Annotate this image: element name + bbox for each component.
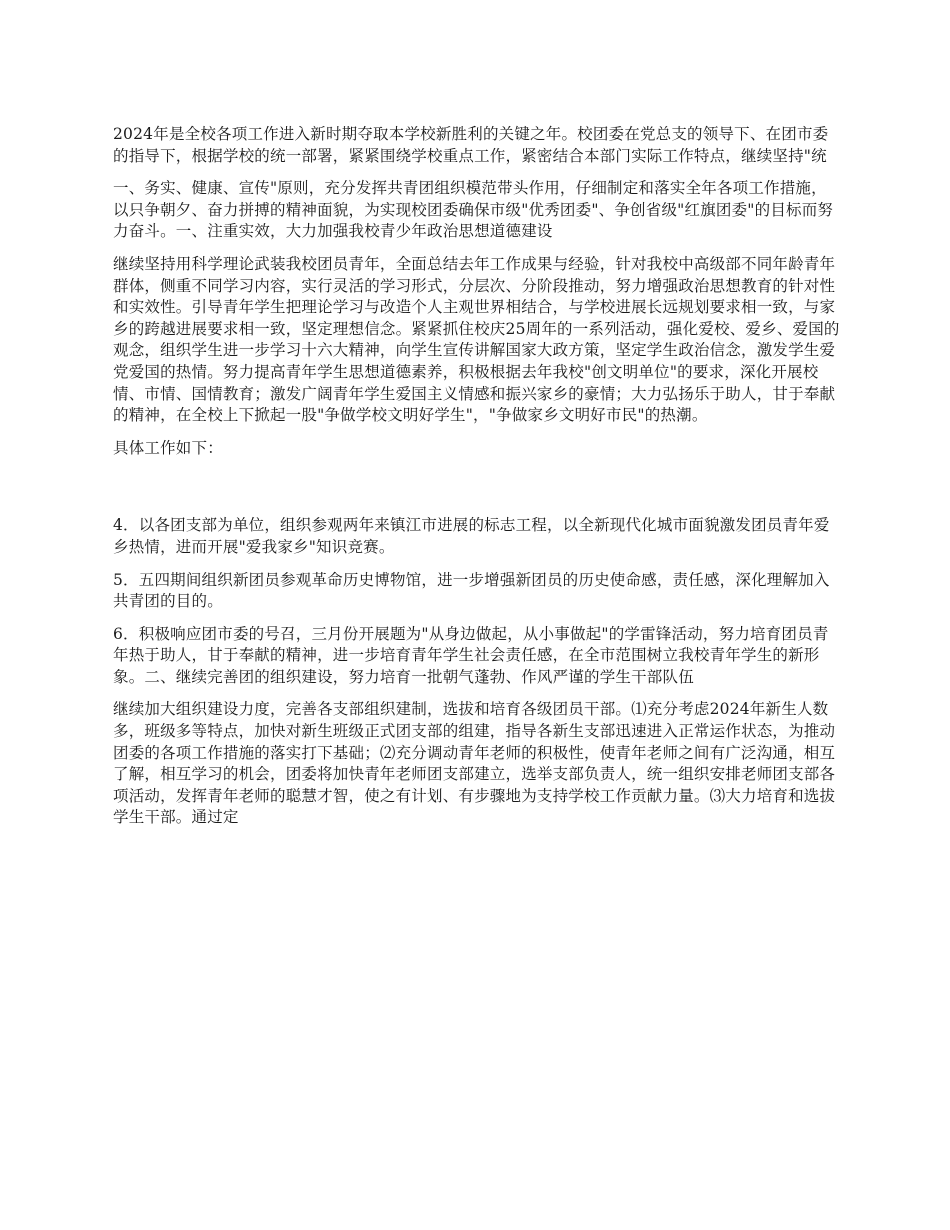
paragraph-specific-work-heading: 具体工作如下：	[113, 438, 223, 457]
paragraph-intro: 2024年是全校各项工作进入新时期夺取本学校新胜利的关键之年。校团委在党总支的领导下、在团市委的指导下，根据学校的统一部署，紧紧围绕学校重点工作，紧密结合本部门实际工作特点，继续坚持"统	[113, 125, 829, 165]
paragraph-organization-building: 继续加大组织建设力度，完善各支部组织建制，选拔和培育各级团员干部。⑴充分考虑2024年新生人数多，班级多等特点，加快对新生班级正式团支部的组建，指导各新生支部迅速进入正常运作状态，为推动团委的各项工作措施的落实打下基础；⑵充分调动青年老师的积极性，使青年老师之间有广泛沟通，相互了解，相互学习的机会，团委将加快青年老师团支部建立，选举支部负责人，统一组织安排老师团支部各项活动，发挥青年老师的聪慧才智，使之有计划、有步骤地为支持学校工作贡献力量。⑶大力培育和选拔学生干部。通过定	[113, 700, 836, 827]
paragraph-item-6: 6．积极响应团市委的号召，三月份开展题为"从身边做起，从小事做起"的学雷锋活动，努力培育团员青年热于助人，甘于奉献的精神，进一步培育青年学生社会责任感，在全市范围树立我校青年学生的新形象。二、继续完善团的组织建设，努力培育一批朝气蓬勃、作风严谨的学生干部队伍	[113, 624, 829, 686]
document-body	[113, 124, 841, 840]
paragraph-political-education: 继续坚持用科学理论武装我校团员青年，全面总结去年工作成果与经验，针对我校中高级部不同年龄青年群体，侧重不同学习内容，实行灵活的学习形式，分层次、分阶段推动，努力增强政治思想教育的针对性和实效性。引导青年学生把理论学习与改造个人主观世界相结合，与学校进展长远规划要求相一致，与家乡的跨越进展要求相一致，坚定理想信念。紧紧抓住校庆25周年的一系列活动，强化爱校、爱乡、爱国的观念，组织学生进一步学习十六大精神，向学生宣传讲解国家大政方策，坚定学生政治信念，激发学生爱党爱国的热情。努力提高青年学生思想道德素养，积极根据去年我校"创文明单位"的要求，深化开展校情、市情、国情教育；激发广阔青年学生爱国主义情感和振兴家乡的豪情；大力弘扬乐于助人，甘于奉献的精神，在全校上下掀起一股"争做学校文明好学生"，"争做家乡文明好市民"的热潮。	[113, 254, 840, 425]
paragraph-item-5: 5．五四期间组织新团员参观革命历史博物馆，进一步增强新团员的历史使命感，责任感，深化理解加入共青团的目的。	[113, 570, 830, 611]
paragraph-principles: 一、务实、健康、宣传"原则，充分发挥共青团组织模范带头作用，仔细制定和落实全年各项工作措施，以只争朝夕、奋力拼搏的精神面貌，为实现校团委确保市级"优秀团委"、争创省级"红旗团委"的目标而努力奋斗。一、注重实效，大力加强我校青少年政治思想道德建设	[113, 179, 834, 241]
paragraph-item-4: 4．以各团支部为单位，组织参观两年来镇江市进展的标志工程，以全新现代化城市面貌激发团员青年爱乡热情，进而开展"爱我家乡"知识竞赛。	[113, 516, 830, 556]
